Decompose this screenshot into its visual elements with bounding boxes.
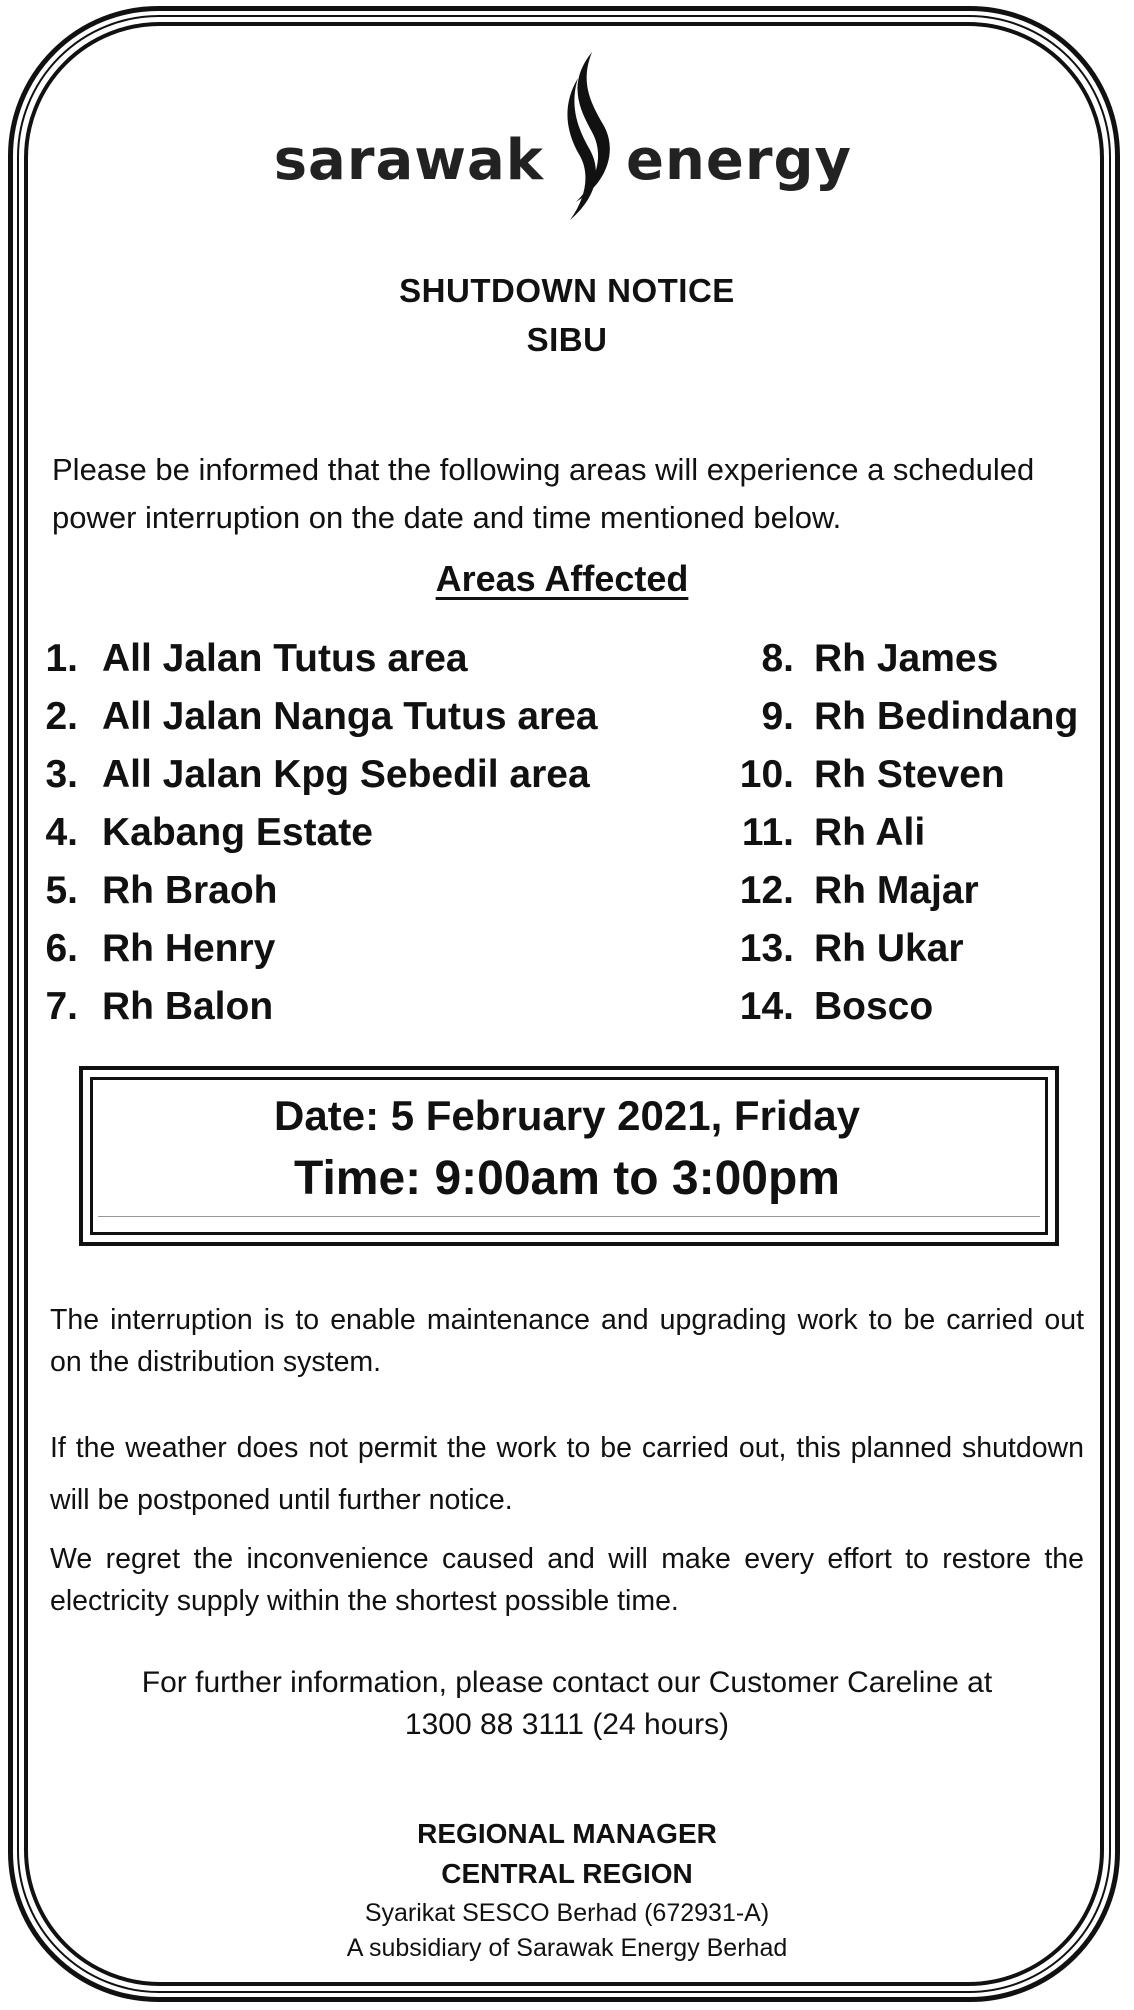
- area-item: [8, 811, 373, 855]
- area-label: Rh Majar: [814, 869, 979, 912]
- area-label: Rh Henry: [102, 927, 276, 970]
- area-item: [8, 927, 275, 971]
- area-item: [8, 753, 590, 797]
- area-label: Rh Bedindang: [814, 695, 1079, 738]
- area-item: [729, 637, 998, 681]
- area-label: Rh Ali: [814, 811, 926, 854]
- area-number: 5.: [45, 869, 78, 912]
- contact-line: For further information, please contact our Customer Careline at: [141, 1666, 993, 1699]
- area-number: 4.: [45, 811, 78, 854]
- area-number: 8.: [761, 637, 794, 680]
- weather-paragraph: If the weather does not permit the work to be carried out, this planned shutdown will be postponed until further notice.: [50, 1432, 1084, 1516]
- area-item: [8, 637, 468, 681]
- sarawak-energy-logo: [0, 52, 1134, 222]
- area-number: 14.: [739, 985, 794, 1028]
- area-number: 10.: [739, 753, 794, 796]
- area-label: Kabang Estate: [102, 811, 373, 854]
- flame-logo-icon: [548, 52, 628, 222]
- area-item: [729, 927, 964, 971]
- area-number: 12.: [739, 869, 794, 912]
- area-item: [729, 695, 1078, 739]
- area-item: [729, 811, 925, 855]
- area-label: Rh Steven: [814, 753, 1005, 796]
- logo-word-right: energy: [626, 128, 853, 193]
- area-label: Bosco: [814, 985, 934, 1028]
- parent-company: A subsidiary of Sarawak Energy Berhad: [346, 1934, 788, 1962]
- area-label: Rh Balon: [102, 985, 274, 1028]
- area-item: [8, 985, 273, 1029]
- contact-block: [0, 1662, 1134, 1746]
- areas-heading: [0, 558, 1124, 600]
- company-name: Syarikat SESCO Berhad (672931-A): [364, 1899, 770, 1927]
- apology-paragraph: We regret the inconvenience caused and will make every effort to restore the electricity supply within the shortest possible time.: [50, 1543, 1084, 1617]
- area-item: [8, 695, 598, 739]
- area-label: All Jalan Kpg Sebedil area: [102, 753, 590, 796]
- areas-heading-text: Areas Affected: [435, 558, 689, 599]
- shutdown-date: Date: 5 February 2021, Friday: [274, 1092, 860, 1139]
- signatory-title: REGIONAL MANAGER: [417, 1818, 717, 1849]
- area-number: 9.: [761, 695, 794, 738]
- area-label: Rh Ukar: [814, 927, 964, 970]
- notice-title: SHUTDOWN NOTICE: [399, 272, 735, 309]
- notice-location: SIBU: [526, 321, 608, 358]
- signatory-region: CENTRAL REGION: [441, 1858, 693, 1889]
- careline-number: 1300 88 3111 (24 hours): [404, 1708, 730, 1741]
- area-number: 3.: [45, 753, 78, 796]
- area-label: All Jalan Tutus area: [102, 637, 468, 680]
- area-item: [729, 985, 933, 1029]
- area-number: 2.: [45, 695, 78, 738]
- area-label: Rh James: [814, 637, 999, 680]
- area-item: [729, 869, 979, 913]
- shutdown-time: Time: 9:00am to 3:00pm: [294, 1152, 840, 1205]
- area-number: 1.: [45, 637, 78, 680]
- intro-paragraph: Please be informed that the following areas will experience a scheduled power interruption on the date and time mentioned below.: [52, 452, 1035, 535]
- area-number: 13.: [739, 927, 794, 970]
- area-label: Rh Braoh: [102, 869, 278, 912]
- reason-paragraph: The interruption is to enable maintenance and upgrading work to be carried out on the distribution system.: [50, 1304, 1084, 1378]
- schedule-box-divider: [98, 1216, 1040, 1217]
- area-item: [729, 753, 1005, 797]
- area-label: All Jalan Nanga Tutus area: [102, 695, 598, 738]
- area-number: 6.: [45, 927, 78, 970]
- logo-word-left: sarawak: [273, 128, 544, 193]
- area-item: [8, 869, 278, 913]
- area-number: 7.: [45, 985, 78, 1028]
- area-number: 11.: [741, 811, 794, 854]
